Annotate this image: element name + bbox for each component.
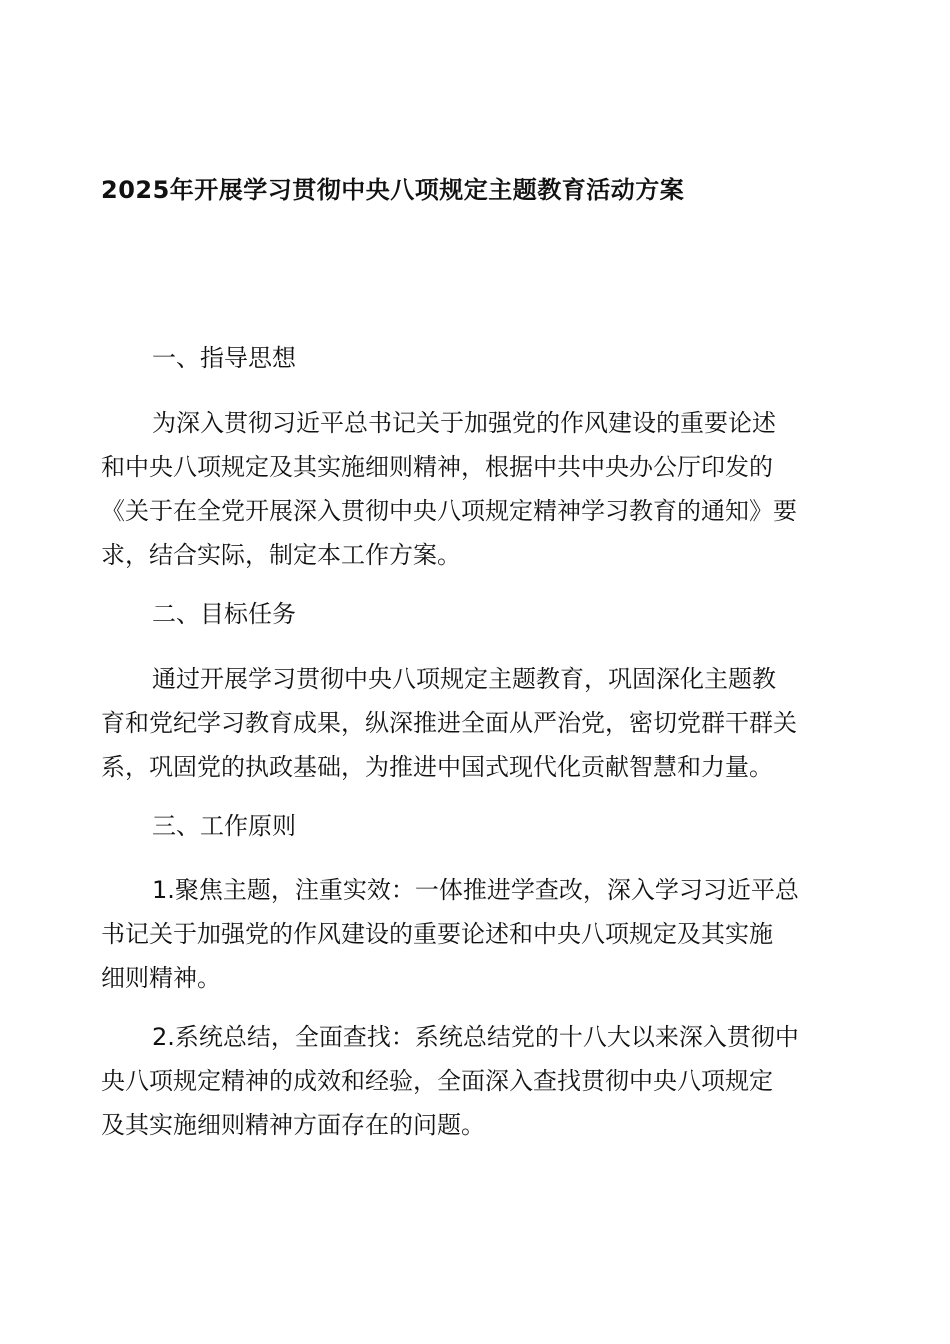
paragraph-line: 《关于在全党开展深入贯彻中央八项规定精神学习教育的通知》要 — [101, 497, 797, 525]
paragraph-line: 育和党纪学习教育成果，纵深推进全面从严治党，密切党群干群关 — [101, 709, 797, 737]
paragraph-line: 央八项规定精神的成效和经验，全面深入查找贯彻中央八项规定 — [101, 1067, 773, 1095]
document-title: 2025年开展学习贯彻中央八项规定主题教育活动方案 — [101, 176, 685, 204]
paragraph-line: 通过开展学习贯彻中央八项规定主题教育，巩固深化主题教 — [152, 665, 776, 693]
section-heading-3: 三、工作原则 — [152, 812, 296, 840]
paragraph-line: 2.系统总结，全面查找：系统总结党的十八大以来深入贯彻中 — [152, 1023, 799, 1051]
paragraph-line: 为深入贯彻习近平总书记关于加强党的作风建设的重要论述 — [152, 409, 776, 437]
paragraph — [101, 657, 851, 789]
paragraph-line: 及其实施细则精神方面存在的问题。 — [101, 1111, 485, 1139]
paragraph-line: 和中央八项规定及其实施细则精神，根据中共中央办公厅印发的 — [101, 453, 773, 481]
paragraph-line: 1.聚焦主题，注重实效：一体推进学查改，深入学习习近平总 — [152, 876, 799, 904]
paragraph-line: 书记关于加强党的作风建设的重要论述和中央八项规定及其实施 — [101, 920, 773, 948]
paragraph — [101, 1015, 851, 1147]
paragraph-line: 求，结合实际，制定本工作方案。 — [101, 541, 461, 569]
paragraph-line: 系，巩固党的执政基础，为推进中国式现代化贡献智慧和力量。 — [101, 753, 773, 781]
section-heading-1: 一、指导思想 — [152, 344, 296, 372]
paragraph — [101, 401, 851, 577]
section-heading-2: 二、目标任务 — [152, 600, 296, 628]
paragraph — [101, 868, 851, 1000]
paragraph-line: 细则精神。 — [101, 964, 221, 992]
